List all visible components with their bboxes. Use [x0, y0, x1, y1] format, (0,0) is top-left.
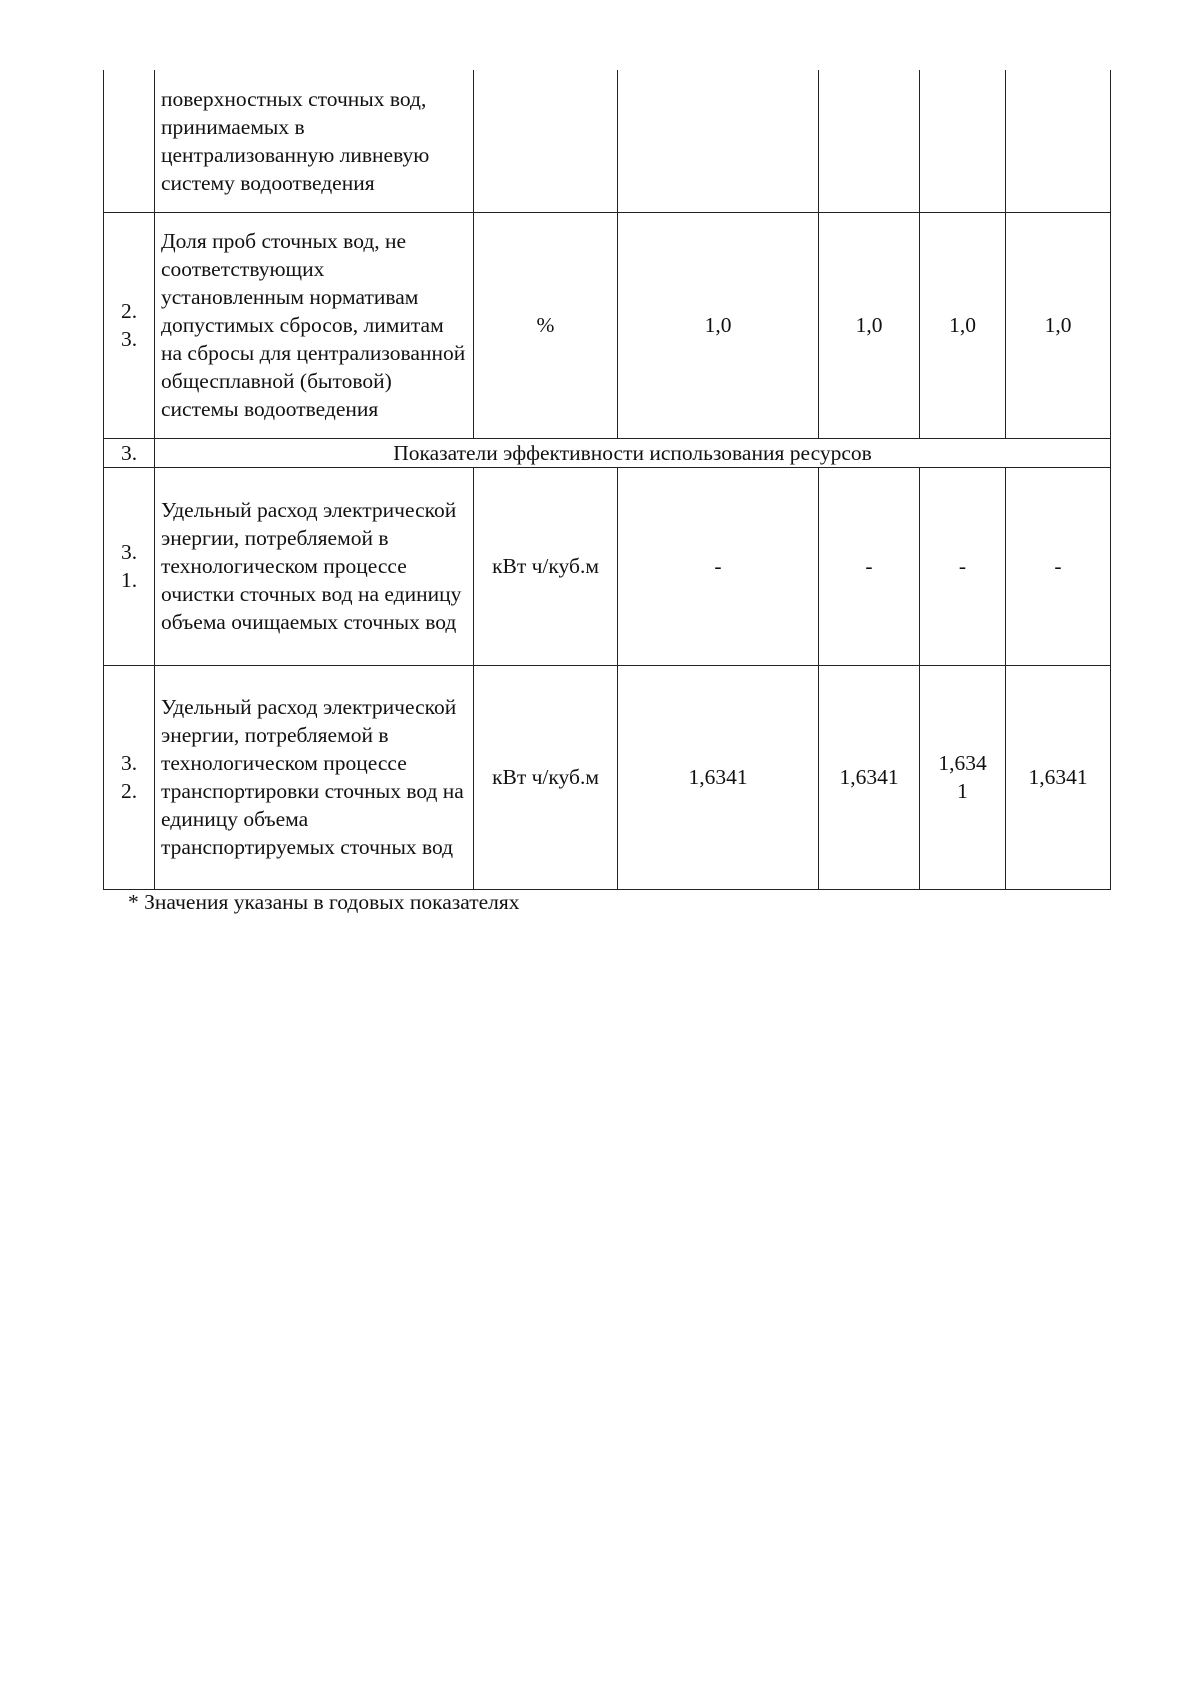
value-cell [819, 70, 920, 212]
indicator-description: поверхностных сточных вод, принимаемых в централизованную ливневую систему водоотведения [155, 70, 474, 212]
value-cell: - [1006, 467, 1111, 665]
row-number: 2. 3. [104, 212, 155, 438]
section-row [104, 438, 1111, 467]
value-cell [920, 70, 1006, 212]
value-cell: 1,0 [920, 212, 1006, 438]
value-cell: 1,0 [1006, 212, 1111, 438]
value-cell: - [618, 467, 819, 665]
value-cell: - [819, 467, 920, 665]
table-row [104, 467, 1111, 665]
unit-cell: кВт ч/куб.м [474, 665, 618, 889]
value-cell: - [920, 467, 1006, 665]
footnote: * Значения указаны в годовых показателях [128, 890, 520, 914]
indicator-description: Удельный расход электрической энергии, потребляемой в технологическом процессе транспортировки сточных вод на единицу объема транспортируемых сточных вод [155, 665, 474, 889]
unit-cell [474, 70, 618, 212]
section-title: Показатели эффективности использования ресурсов [155, 438, 1111, 467]
row-number: 3. 1. [104, 467, 155, 665]
value-cell: 1,6341 [1006, 665, 1111, 889]
row-number [104, 70, 155, 212]
value-cell [1006, 70, 1111, 212]
table-row [104, 665, 1111, 889]
value-cell: 1,6341 [618, 665, 819, 889]
unit-cell: кВт ч/куб.м [474, 467, 618, 665]
table-row [104, 70, 1111, 212]
row-number: 3. [104, 438, 155, 467]
value-cell: 1,0 [819, 212, 920, 438]
indicators-table [103, 70, 1111, 890]
row-number: 3. 2. [104, 665, 155, 889]
value-cell: 1,0 [618, 212, 819, 438]
value-cell [618, 70, 819, 212]
indicator-description: Доля проб сточных вод, не соответствующих установленным нормативам допустимых сбросов, лимитам на сбросы для централизованной общесплавной (бытовой) системы водоотведения [155, 212, 474, 438]
indicator-description: Удельный расход электрической энергии, потребляемой в технологическом процессе очистки сточных вод на единицу объема очищаемых сточных вод [155, 467, 474, 665]
value-cell: 1,634 1 [920, 665, 1006, 889]
table-row [104, 212, 1111, 438]
unit-cell: % [474, 212, 618, 438]
value-cell: 1,6341 [819, 665, 920, 889]
